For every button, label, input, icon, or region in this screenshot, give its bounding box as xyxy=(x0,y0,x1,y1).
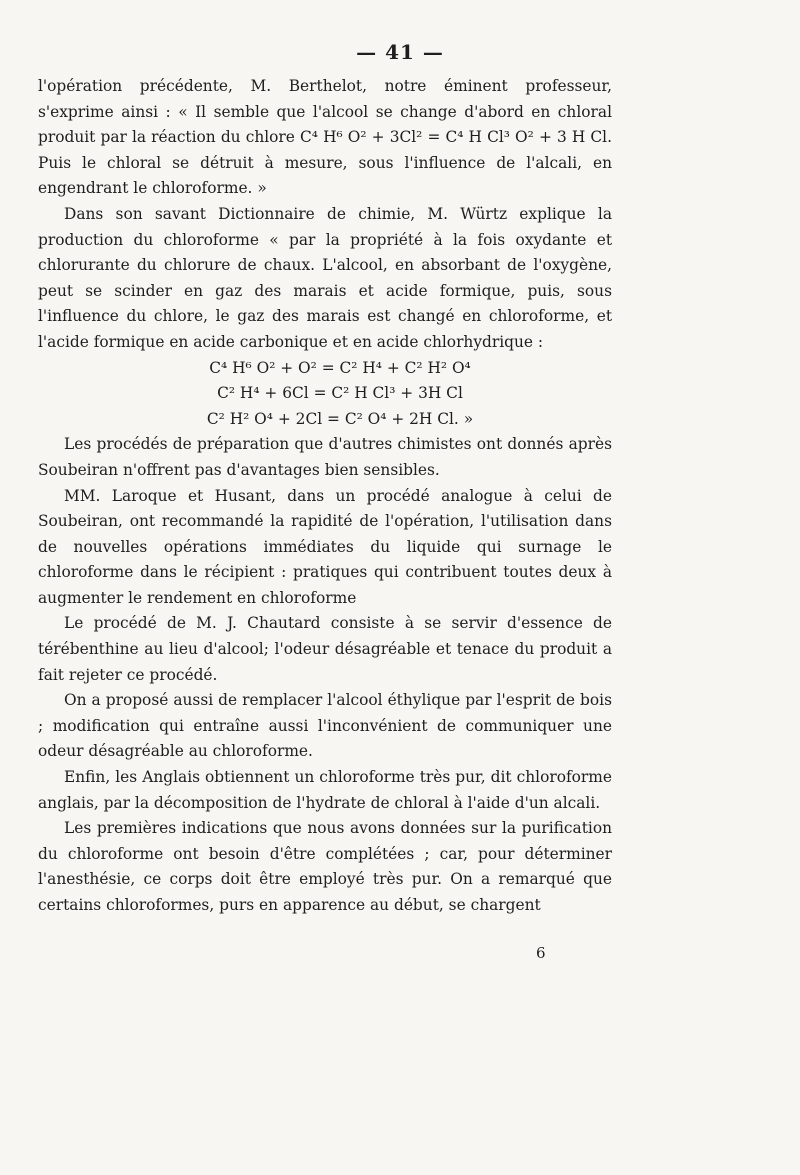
equation-3: C² H² O⁴ + 2Cl = C² O⁴ + 2H Cl. » xyxy=(206,409,474,428)
paragraph-laroque-husant: MM. Laroque et Husant, dans un procédé analogue à celui de Soubeiran, ont recommandé la rapidité de l'opération, l'utilisation dans de nouvelles opérations immédiates du liquide qui surnage le chloroforme dans le récipient : pratiques qui contribuent toutes deux à augmenter le rendement en chloroforme xyxy=(38,486,612,607)
paragraph-soubeiran: Les procédés de préparation que d'autres chimistes ont donnés après Soubeiran n'offrent pas d'avantages bien sensibles. xyxy=(38,435,612,479)
equation-1: C⁴ H⁶ O² + O² = C² H⁴ + C² H² O⁴ xyxy=(209,358,471,377)
body-text xyxy=(38,74,612,919)
paragraph-chloroforme-anglais: Enfin, les Anglais obtiennent un chloroforme très pur, dit chloroforme anglais, par la décomposition de l'hydrate de chloral à l'aide d'un alcali. xyxy=(38,768,612,812)
paragraph-purification: Les premières indications que nous avons données sur la purification du chloroforme ont besoin d'être complétées ; car, pour déterminer l'anesthésie, ce corps doit être employé très pur. On a remarqué que certains chloroformes, purs en apparence au début, se chargent xyxy=(38,819,612,914)
paragraph-chautard: Le procédé de M. J. Chautard consiste à se servir d'essence de térébenthine au lieu d'alcool; l'odeur désagréable et tenace du produit a fait rejeter ce procédé. xyxy=(38,614,612,684)
paragraph-esprit-de-bois: On a proposé aussi de remplacer l'alcool éthylique par l'esprit de bois ; modification qui entraîne aussi l'inconvénient de communiquer une odeur désagréable au chloroforme. xyxy=(38,691,612,761)
paragraph-wurtz: Dans son savant Dictionnaire de chimie, M. Würtz explique la production du chloroforme « par la propriété à la fois oxydante et chlorurante du chlorure de chaux. L'alcool, en absorbant de l'oxygène, peut se scinder en gaz des marais et acide formique, puis, sous l'influence du chlore, le gaz des marais est changé en chloroforme, et l'acide formique en acide carbonique et en acide chlorhydrique : xyxy=(38,204,612,351)
page-number: — 41 — xyxy=(356,40,444,64)
paragraph-berthelot: l'opération précédente, M. Berthelot, notre éminent professeur, s'exprime ainsi : « Il semble que l'alcool se change d'abord en chloral produit par la réaction du chlore C⁴ H⁶ O² + 3Cl² = C⁴ H Cl³ O² + 3 H Cl. Puis le chloral se détruit à mesure, sous l'influence de l'alcali, en engendrant le chloroforme. » xyxy=(38,77,612,198)
signature-mark: 6 xyxy=(536,944,546,962)
equation-2: C² H⁴ + 6Cl = C² H Cl³ + 3H Cl xyxy=(217,384,463,403)
